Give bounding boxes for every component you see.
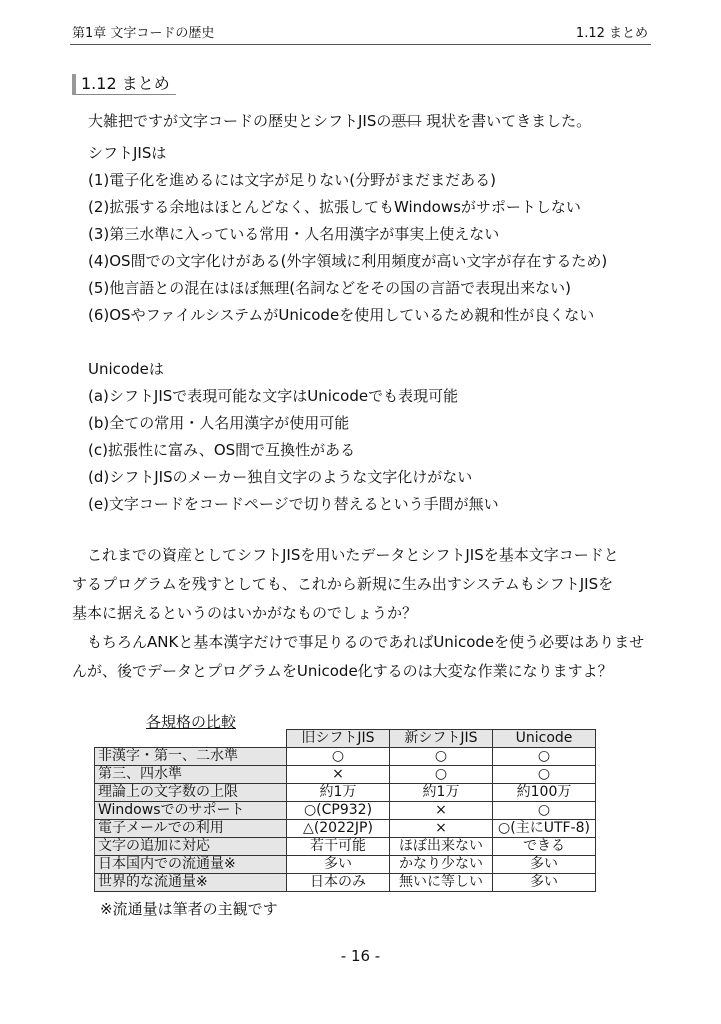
- table-note: ※流通量は筆者の主観です: [100, 900, 278, 918]
- table-cell: ○: [390, 748, 493, 766]
- unicode-item: (d)シフトJISのメーカー独自文字のような文字化けがない: [88, 468, 473, 486]
- sjis-item: (5)他言語との混在はほぼ無理(名詞などをその国の言語で表現出来ない): [88, 279, 571, 297]
- table-cell: 多い: [493, 856, 596, 874]
- table-cell: ○(CP932): [287, 802, 390, 820]
- paragraph-line: 基本に据えるというのはいかがなものでしょうか？: [72, 604, 418, 622]
- paragraph-2: [72, 628, 652, 686]
- table-cell: △(2022JP): [287, 820, 390, 838]
- spacer: [88, 329, 607, 356]
- table-cell: ×: [390, 820, 493, 838]
- paragraph-line: これまでの資産としてシフトJISを用いたデータとシフトJISを基本文字コードと: [72, 546, 619, 564]
- table-row: [95, 838, 596, 856]
- comparison-table: [94, 729, 596, 892]
- unicode-item: (a)シフトJISで表現可能な文字はUnicodeでも表現可能: [88, 387, 459, 405]
- paragraph-line: んが、後でデータとプログラムをUnicode化するのは大変な作業になりますよ？: [72, 662, 613, 680]
- row-label: 日本国内での流通量※: [95, 856, 287, 874]
- running-header-chapter: 第1章 文字コードの歴史: [72, 26, 215, 41]
- feature-lists: [88, 140, 607, 518]
- table-cell: できる: [493, 838, 596, 856]
- table-row: [95, 802, 596, 820]
- intro-before: 大雑把ですが文字コードの歴史とシフトJISの: [88, 112, 392, 130]
- paragraph-line: するプログラムを残すとしても、これから新規に生み出すシステムもシフトJISを: [72, 575, 614, 593]
- section-title: 1.12 まとめ: [72, 74, 176, 95]
- table-row: [95, 784, 596, 802]
- row-label: 第三、四水準: [95, 766, 287, 784]
- column-header: 旧シフトJIS: [287, 730, 390, 748]
- table-cell: ○: [493, 802, 596, 820]
- table-header-row: [95, 730, 596, 748]
- running-header-section: 1.12 まとめ: [575, 26, 648, 41]
- table-row: [95, 874, 596, 892]
- unicode-item: (e)文字コードをコードページで切り替えるという手間が無い: [88, 495, 499, 513]
- table-row: [95, 766, 596, 784]
- page-number: - 16 -: [340, 947, 381, 965]
- intro-struck-text: 悪口: [391, 112, 422, 130]
- sjis-item: (4)OS間での文字化けがある(外字領域に利用頻度が高い文字が存在するため): [88, 252, 608, 270]
- table-cell: ○(主にUTF-8): [493, 820, 596, 838]
- unicode-item: (c)拡張性に富み、OS間で互換性がある: [88, 441, 356, 459]
- table-cell: ○: [390, 766, 493, 784]
- table-cell: ○: [493, 766, 596, 784]
- sjis-item: (2)拡張する余地はほとんどなく、拡張してもWindowsがサポートしない: [88, 198, 581, 216]
- table-cell: かなり少ない: [390, 856, 493, 874]
- intro-after: 現状を書いてきました。: [421, 112, 592, 130]
- row-label: 世界的な流通量※: [95, 874, 287, 892]
- unicode-heading: Unicodeは: [88, 360, 164, 378]
- table-title: 各規格の比較: [146, 713, 237, 731]
- row-label: 電子メールでの利用: [95, 820, 287, 838]
- table-cell: 多い: [493, 874, 596, 892]
- table-cell: 約100万: [493, 784, 596, 802]
- table-cell: 日本のみ: [287, 874, 390, 892]
- paragraph-line: もちろんANKと基本漢字だけで事足りるのであればUnicodeを使う必要はありませ: [72, 633, 645, 651]
- paragraph-1: [72, 541, 652, 628]
- table-cell: ○: [493, 748, 596, 766]
- row-label: 理論上の文字数の上限: [95, 784, 287, 802]
- table-cell: 若干可能: [287, 838, 390, 856]
- row-label: 非漢字・第一、二水準: [95, 748, 287, 766]
- column-header: Unicode: [493, 730, 596, 748]
- column-header: 新シフトJIS: [390, 730, 493, 748]
- table-cell: ほぼ出来ない: [390, 838, 493, 856]
- table-corner: [95, 730, 287, 748]
- header-rule: [70, 44, 651, 45]
- table-cell: ×: [390, 802, 493, 820]
- table-cell: 約1万: [287, 784, 390, 802]
- row-label: Windowsでのサポート: [95, 802, 287, 820]
- intro-sentence: [88, 110, 591, 131]
- table-row: [95, 856, 596, 874]
- sjis-item: (3)第三水準に入っている常用・人名用漢字が事実上使えない: [88, 225, 500, 243]
- table-row: [95, 748, 596, 766]
- table-cell: 多い: [287, 856, 390, 874]
- sjis-item: (6)OSやファイルシステムがUnicodeを使用しているため親和性が良くない: [88, 306, 595, 324]
- table-cell: 約1万: [390, 784, 493, 802]
- sjis-heading: シフトJISは: [88, 144, 167, 162]
- table-cell: 無いに等しい: [390, 874, 493, 892]
- sjis-item: (1)電子化を進めるには文字が足りない(分野がまだまだある): [88, 171, 496, 189]
- table-cell: ○: [287, 748, 390, 766]
- row-label: 文字の追加に対応: [95, 838, 287, 856]
- table-row: [95, 820, 596, 838]
- table-cell: ×: [287, 766, 390, 784]
- unicode-item: (b)全ての常用・人名用漢字が使用可能: [88, 414, 350, 432]
